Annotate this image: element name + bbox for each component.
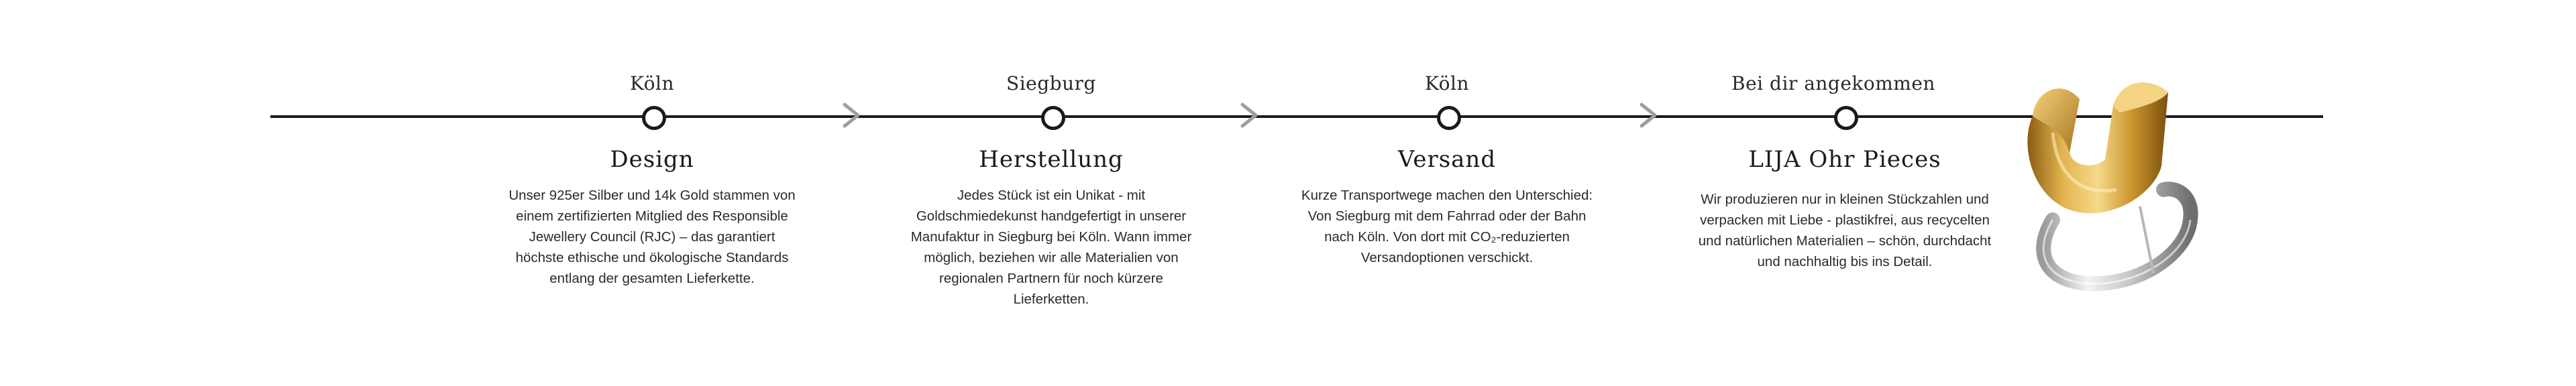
ear-cuff-rings-icon	[2006, 52, 2200, 320]
stage-4-node	[1834, 106, 1858, 130]
stage-2-text: Jedes Stück ist ein Unikat - mit Goldschmiedekunst handgefertigt in unserer Manufaktur in Siegburg bei Köln. Wann immer möglich, beziehen wir alle Materialien von regionalen Partnern für noch kürzere Lieferketten.	[910, 188, 1192, 307]
stage-3-title: Versand	[1397, 146, 1497, 173]
stage-3-node	[1437, 106, 1461, 130]
stage-2-place: Siegburg	[1006, 72, 1096, 94]
stage-2-node	[1041, 106, 1065, 130]
stage-1-title: Design	[610, 146, 694, 173]
stage-4-text: Wir produzieren nur in kleinen Stückzahlen und verpacken mit Liebe - plastikfrei, aus recycelten und natürlichen Materialien – schön, durchdacht und nachhaltig bis ins Detail.	[1698, 192, 1992, 269]
stage-1-node	[642, 106, 666, 130]
stage-1-place: Köln	[629, 72, 674, 94]
stage-4-title: LIJA Ohr Pieces	[1748, 146, 1941, 173]
chevron-right-icon	[842, 102, 862, 129]
stage-3-text: Kurze Transportwege machen den Unterschied: Von Siegburg mit dem Fahrrad oder der Bahn nach Köln. Von dort mit CO₂-reduzierten Versandoptionen verschickt.	[1301, 188, 1593, 265]
stage-1-text: Unser 925er Silber und 14k Gold stammen von einem zertifizierten Mitglied des Responsible Jewellery Council (RJC) – das garantiert höchste ethische und ökologische Standards entlang der gesamten Lieferkette.	[508, 188, 796, 286]
chevron-right-icon	[1639, 102, 1659, 129]
stage-2-title: Herstellung	[979, 146, 1124, 173]
stage-4-place: Bei dir angekommen	[1731, 72, 1935, 94]
stage-3-place: Köln	[1424, 72, 1469, 94]
chevron-right-icon	[1240, 102, 1260, 129]
